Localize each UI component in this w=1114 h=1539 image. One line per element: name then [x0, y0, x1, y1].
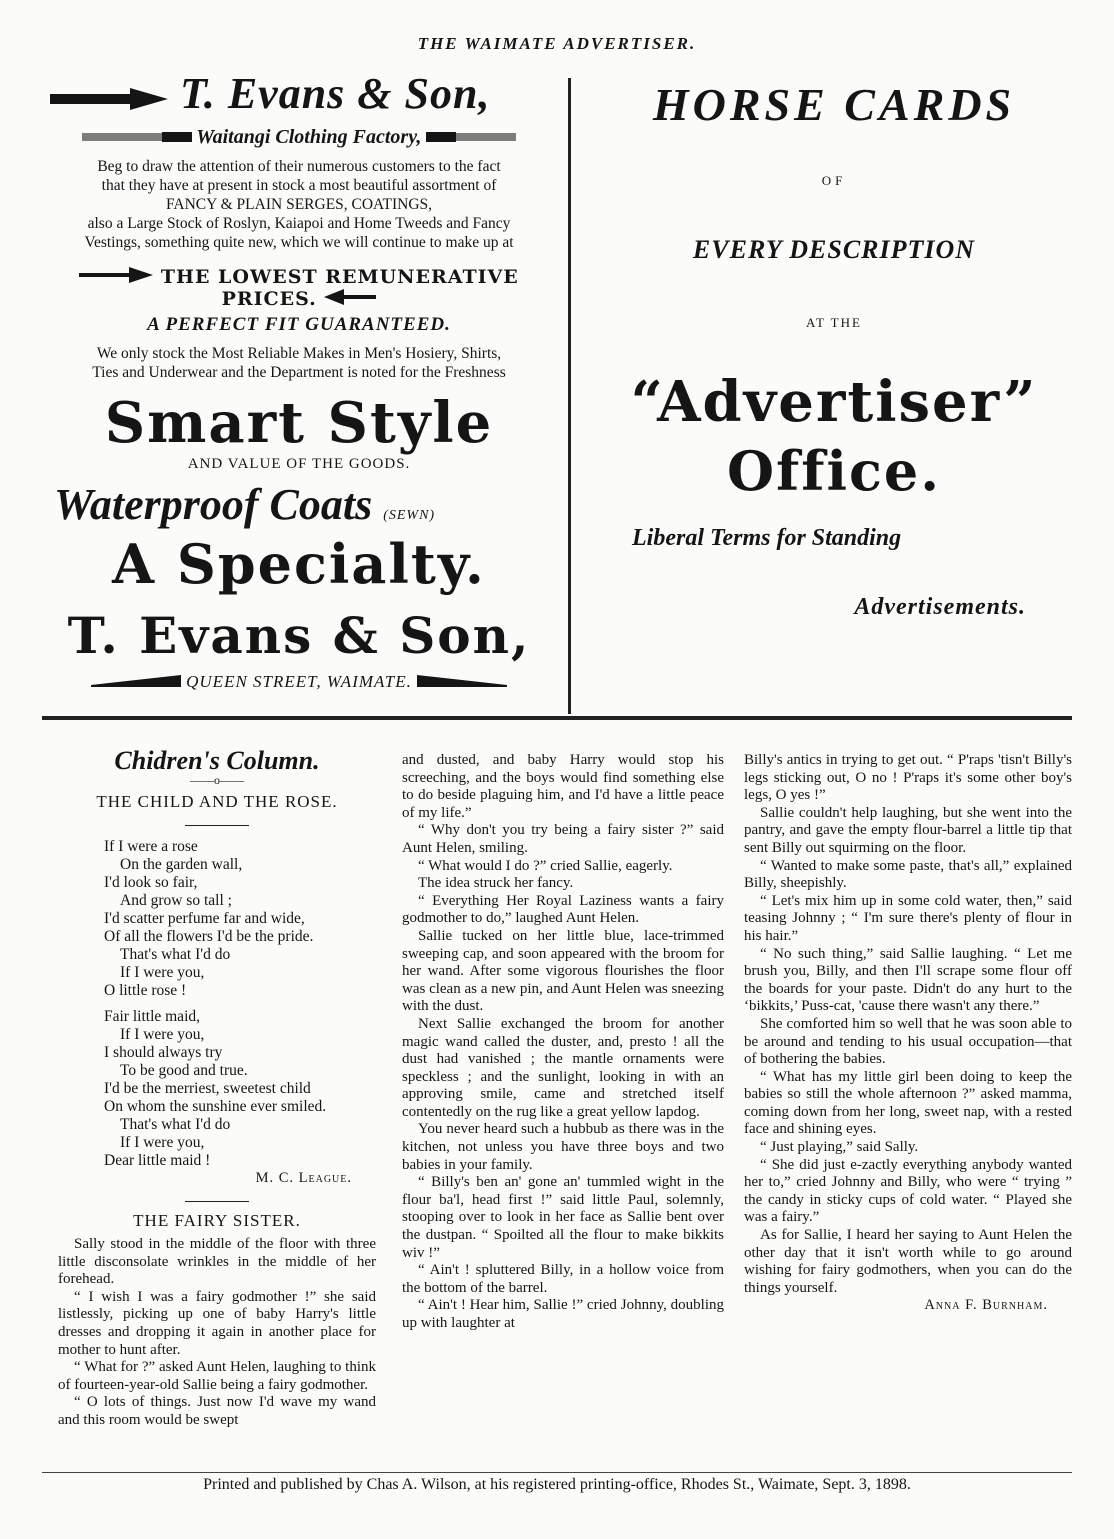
story-paragraph: Sallie couldn't help laughing, but she went into the pantry, and gave the empty flour-barrel a little tip that sent Billy out squirming on the floor. — [744, 804, 1072, 856]
story-title: THE FAIRY SISTER. — [133, 1211, 301, 1231]
poem-line: On the garden wall, — [120, 855, 243, 873]
factory-label: Waitangi Clothing Factory, — [196, 126, 422, 148]
horse-cards-title: HORSE CARDS — [652, 79, 1016, 130]
short-rule — [185, 1201, 249, 1202]
poem-title: THE CHILD AND THE ROSE. — [96, 792, 338, 812]
story-paragraph: Sally stood in the middle of the floor with three little disconsolate wrinkles in the middle of her forehead. — [58, 1235, 376, 1288]
footer-rule — [42, 1472, 1072, 1473]
poem-line: That's what I'd do — [120, 945, 231, 963]
story-paragraph: As for Sallie, I heard her saying to Aunt Helen the other day that it isn't worth while to go around wishing for fairy godmothers, when you can do the things yourself. — [744, 1227, 1072, 1296]
story-paragraph: Next Sallie exchanged the broom for another magic wand called the duster, and, presto ! all the dust had vanished ; the mantle ornaments were speckless ; and the sunlight, looking in with an approving smile, came and stretched itself contentedly on the rug like a great yellow lapdog. — [402, 1015, 724, 1120]
story-paragraph: “ Billy's ben an' gone an' tummled wight in the flour ba'l, head first !” said little Paul, solemnly, stooping over to look in her face as Sallie bent over the dustpan. “ Spoilted all the flour to make bikkits wiv !” — [402, 1174, 724, 1261]
evans-firm-big: T. Evans & Son, — [67, 606, 531, 665]
hatch-rule-left-icon — [82, 131, 192, 143]
intro-line: Beg to draw the attention of their numerous customers to the fact — [97, 158, 501, 175]
smart-style: Smart Style — [104, 390, 494, 456]
poem-line: If I were a rose — [104, 837, 198, 855]
of-label: OF — [821, 173, 847, 188]
value-of-goods: AND VALUE OF THE GOODS. — [187, 456, 411, 472]
at-the-label: AT THE — [806, 315, 862, 330]
story-paragraph: “ Wanted to make some paste, that's all,” explained Billy, sheepishly. — [744, 857, 1072, 892]
poem-line: O little rose ! — [104, 981, 187, 999]
evans-stock — [40, 344, 558, 382]
specialty: A Specialty. — [112, 532, 486, 596]
poem-line: I should always try — [104, 1043, 223, 1061]
poem-author: M. C. League. — [255, 1169, 352, 1186]
story-paragraph: “ Everything Her Royal Laziness wants a fairy godmother to do,” laughed Aunt Helen. — [402, 892, 724, 927]
hatch-rule-right-icon — [426, 131, 516, 143]
short-rule — [185, 825, 249, 826]
factory-name — [40, 126, 558, 149]
perfect-fit: A PERFECT FIT GUARANTEED. — [147, 314, 451, 335]
story-paragraph: Billy's antics in trying to get out. “ P'raps 'tisn't Billy's legs sticking out, O no ! P'raps it's some other boy's legs, O yes !” — [744, 752, 1072, 804]
evans-advertisement — [40, 66, 558, 692]
story-paragraph: “ She did just e-zactly everything anybody wanted her to,” cried Johnny and Billy, who were “ trying ” the candy in sticky cups of cold water. “ Played she was a fairy.” — [744, 1156, 1072, 1226]
intro-line: Vestings, something quite new, which we will continue to make up at — [84, 234, 514, 251]
evans-firm-name: T. Evans & Son, — [180, 69, 491, 118]
imprint-footer: Printed and published by Chas A. Wilson, at his registered printing-office, Rhodes St., Waimate, Sept. 3, 1898. — [203, 1476, 911, 1493]
story-paragraph: “ Why don't you try being a fairy sister ?” said Aunt Helen, smiling. — [402, 822, 724, 856]
liberal-terms: Liberal Terms for Standing — [632, 525, 902, 551]
wedge-left-icon — [91, 671, 181, 687]
office-label: Office. — [726, 439, 942, 503]
story-paragraph: “ No such thing,” said Sallie laughing. “ Let me brush you, Billy, and then I'll scrape some flour off the boards for your paste. Didn't do any hurt to the ‘bikkits,’ Puss-cat, 'cause there wasn't any there.” — [744, 945, 1072, 1015]
column-1 — [58, 746, 376, 1430]
sewn-label: (SEWN) — [383, 508, 436, 523]
stock-line: We only stock the Most Reliable Makes in Men's Hosiery, Shirts, — [96, 345, 502, 362]
poem-line: If I were you, — [120, 1133, 205, 1151]
intro-line: FANCY & PLAIN SERGES, COATINGS, — [165, 196, 433, 213]
lowest-prices — [40, 266, 558, 310]
story-paragraph: Sallie tucked on her little blue, lace-trimmed sweeping cap, and soon appeared with the broom for her wand. After some vigorous flourishes the floor was clean as a new pin, and Aunt Helen was sneezing with the dust. — [402, 927, 724, 1015]
poem-line: And grow so tall ; — [120, 891, 232, 909]
story-paragraph: “ Ain't ! Hear him, Sallie !” cried Johnny, doubling up with laughter at — [402, 1297, 724, 1331]
poem-line: To be good and true. — [120, 1061, 248, 1079]
story-paragraph: You never heard such a hubbub as there was in the kitchen, not unless you have three boys and two babies in your family. — [402, 1121, 724, 1173]
masthead: THE WAIMATE ADVERTISER. — [417, 34, 697, 53]
address-text: QUEEN STREET, WAIMATE. — [186, 672, 412, 691]
poem-line: I'd scatter perfume far and wide, — [104, 909, 305, 927]
column-3 — [744, 752, 1072, 1315]
poem-line: On whom the sunshine ever smiled. — [104, 1097, 327, 1115]
story-paragraph: “ What has my little girl been doing to keep the babies so still the whole afternoon ?” asked mamma, coming down from her long, sweet nap, with a rested face and shining eyes. — [744, 1068, 1072, 1138]
story-author: Anna F. Burnham. — [924, 1297, 1048, 1314]
story-paragraph: “ I wish I was a fairy godmother !” she said listlessly, picking up one of baby Harry's little dresses and dropping it again in another place for mother to hunt after. — [58, 1288, 376, 1358]
arrow-right-icon — [79, 267, 153, 283]
evans-header — [40, 68, 558, 124]
poem-line: If I were you, — [120, 1025, 205, 1043]
story-paragraph: The idea struck her fancy. — [418, 875, 574, 892]
lowest-prices-text: THE LOWEST REMUNERATIVE PRICES. — [160, 266, 519, 310]
poem-line: I'd be the merriest, sweetest child — [104, 1079, 311, 1097]
poem-line: Fair little maid, — [104, 1007, 200, 1025]
poem-line: Of all the flowers I'd be the pride. — [104, 927, 314, 945]
column-divider — [568, 78, 571, 714]
story-paragraph: “ Ain't ! spluttered Billy, in a hollow voice from the bottom of the barrel. — [402, 1262, 724, 1296]
column-2 — [402, 752, 724, 1333]
poem — [58, 838, 376, 1170]
section-rule — [42, 716, 1072, 720]
story-paragraph: “ O lots of things. Just now I'd wave my wand and this room would be swept — [58, 1394, 376, 1428]
story-paragraph: “ What for ?” asked Aunt Helen, laughing to think of fourteen-year-old Sallie being a fairy godmother. — [58, 1359, 376, 1393]
stock-line: Ties and Underwear and the Department is noted for the Freshness — [92, 364, 506, 381]
intro-line: also a Large Stock of Roslyn, Kaiapoi and Home Tweeds and Fancy — [87, 215, 511, 232]
advertisements-label: Advertisements. — [854, 594, 1026, 620]
poem-line: Dear little maid ! — [104, 1151, 211, 1169]
story-paragraph: “ Just playing,” said Sally. — [760, 1139, 919, 1156]
poem-line: I'd look so fair, — [104, 873, 198, 891]
story-paragraph: and dusted, and baby Harry would stop his screeching, and the boys would find something else to do beside plaguing him, and I'd have a little peace of my life.” — [402, 752, 724, 821]
advertiser-name: “Advertiser” — [630, 369, 1038, 435]
story-paragraph: She comforted him so well that he was soon able to be around and tending to his usual occupation—that of bothering the babies. — [744, 1015, 1072, 1068]
poem-line: If I were you, — [120, 963, 205, 981]
waterproof-coats — [40, 479, 558, 530]
story-paragraph: “ What would I do ?” cried Sallie, eagerly. — [418, 857, 673, 874]
hand-pointer-icon — [50, 88, 170, 110]
horse-cards-advertisement — [596, 78, 1072, 621]
column-title: Chidren's Column. — [114, 746, 320, 775]
evans-address — [40, 671, 558, 692]
arrow-left-icon — [324, 289, 376, 305]
wedge-right-icon — [417, 671, 507, 687]
evans-intro — [40, 157, 558, 252]
waterproof-text: Waterproof Coats — [54, 480, 373, 529]
poem-line: That's what I'd do — [120, 1115, 231, 1133]
intro-line: that they have at present in stock a most beautiful assortment of — [101, 177, 497, 194]
every-description: EVERY DESCRIPTION — [692, 235, 976, 264]
ornament: ——o—— — [190, 772, 244, 787]
story-paragraph: “ Let's mix him up in some cold water, then,” said teasing Johnny ; “ I'm sure there's plenty of flour in his hair.” — [744, 892, 1072, 944]
